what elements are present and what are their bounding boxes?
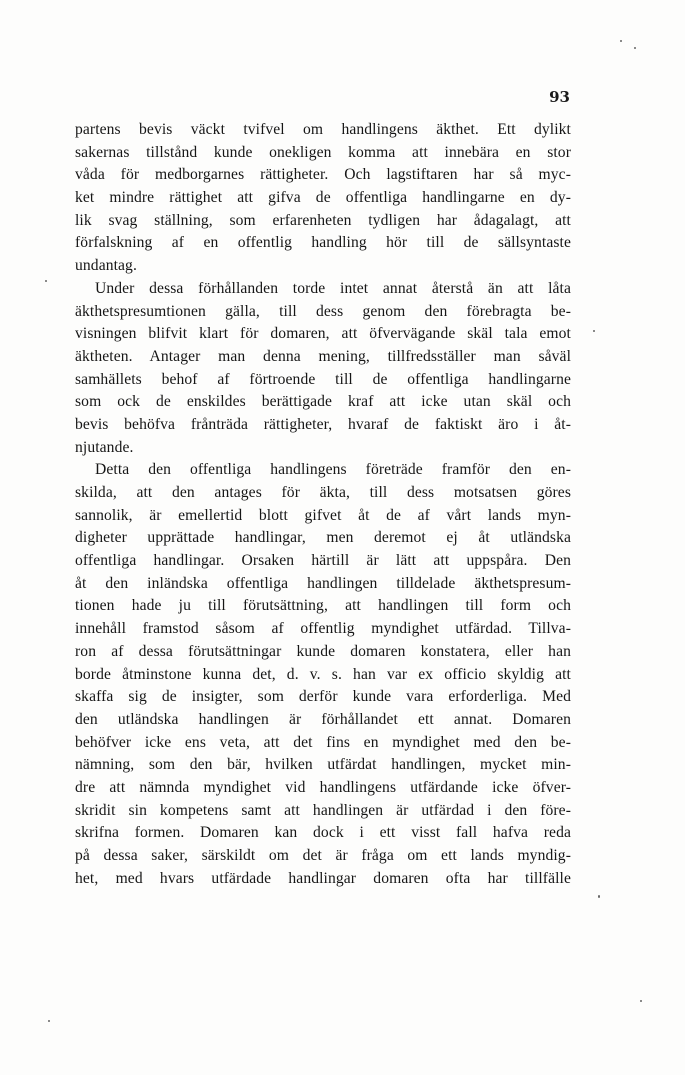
text-line: skilda, att den antages för äkta, till dess motsatsen göres	[75, 484, 571, 501]
text-line: lik svag ställning, som erfarenheten tydligen har ådagalagt, att	[75, 211, 571, 229]
text-line: sannolik, är emellertid blott gifvet åt de af vårt lands myn-	[75, 506, 571, 524]
text-line: ket mindre rättighet att gifva de offentliga handlingarne en dy-	[75, 189, 571, 207]
text-line: äktheten. Antager man denna mening, tillfredsställer man såväl	[75, 347, 571, 365]
text-line: som ock de enskildes berättigade kraf att icke utan skäl och	[75, 393, 571, 411]
text-line: borde åtminstone kunna det, d. v. s. han var ex officio skyldig att	[75, 665, 571, 683]
text-line: på dessa saker, särskildt om det är fråga om ett lands myndig-	[75, 847, 571, 864]
text-line: ron af dessa förutsättningar kunde domaren konstatera, eller han	[75, 642, 571, 660]
text-line: het, med hvars utfärdade handlingar domaren ofta har tillfälle	[75, 869, 571, 887]
scan-speck	[640, 1000, 642, 1002]
text-line: partens bevis väckt tvifvel om handlingens äkthet. Ett dylikt	[75, 121, 571, 138]
text-line: våda för medborgarnes rättigheter. Och lagstiftaren har så myc-	[75, 166, 571, 184]
text-line: skrifna formen. Domaren kan dock i ett visst fall hafva reda	[75, 824, 571, 842]
text-line: dre att nämnda myndighet vid handlingens utfärdande icke öfver-	[75, 778, 571, 796]
body-text	[75, 119, 571, 890]
text-line: åt den inländska offentliga handlingen tilldelade äkthetspresum-	[75, 574, 571, 592]
text-line: digheter upprättade handlingar, men deremot ej åt utländska	[75, 529, 571, 547]
text-line: tionen hade ju till förutsättning, att handlingen till form och	[75, 597, 571, 615]
scan-speck	[48, 1020, 50, 1022]
text-line: samhällets behof af förtroende till de offentliga handlingarne	[75, 370, 571, 388]
scan-speck	[593, 330, 595, 332]
text-line: behöfver icke ens veta, att det fins en myndighet med den be-	[75, 733, 571, 751]
text-line: visningen blifvit klart för domaren, att öfvervägande skäl tala emot	[75, 325, 571, 343]
text-line: innehåll framstod såsom af offentlig myndighet utfärdad. Tillva-	[75, 620, 571, 638]
text-line: Detta den offentliga handlingens företräde framför den en-	[95, 461, 571, 479]
text-line: njutande.	[75, 438, 134, 456]
text-line: Under dessa förhållanden torde intet annat återstå än att låta	[95, 279, 571, 297]
text-line: förfalskning af en offentlig handling hör till de sällsyntaste	[75, 234, 571, 252]
page-number: 93	[549, 88, 570, 106]
text-line: äkthetspresumtionen gälla, till dess genom den förebragta be-	[75, 302, 571, 320]
text-line: skaffa sig de insigter, som derför kunde vara erforderliga. Med	[75, 688, 571, 706]
text-line: den utländska handlingen är förhållandet ett annat. Domaren	[75, 710, 571, 728]
scan-speck	[620, 40, 622, 42]
text-line: offentliga handlingar. Orsaken härtill är lätt att uppspåra. Den	[75, 552, 571, 570]
text-line: bevis behöfva frånträda rättigheter, hvaraf de faktiskt äro i åt-	[75, 415, 571, 433]
scan-speck	[45, 280, 47, 282]
scan-speck	[634, 47, 636, 49]
scan-speck	[598, 895, 600, 898]
text-line: skridit sin kompetens samt att handlingen är utfärdad i den före-	[75, 801, 571, 819]
text-line: nämning, som den bär, hvilken utfärdat handlingen, mycket min-	[75, 756, 571, 774]
text-line: undantag.	[75, 257, 137, 275]
text-line: sakernas tillstånd kunde onekligen komma att innebära en stor	[75, 143, 571, 161]
